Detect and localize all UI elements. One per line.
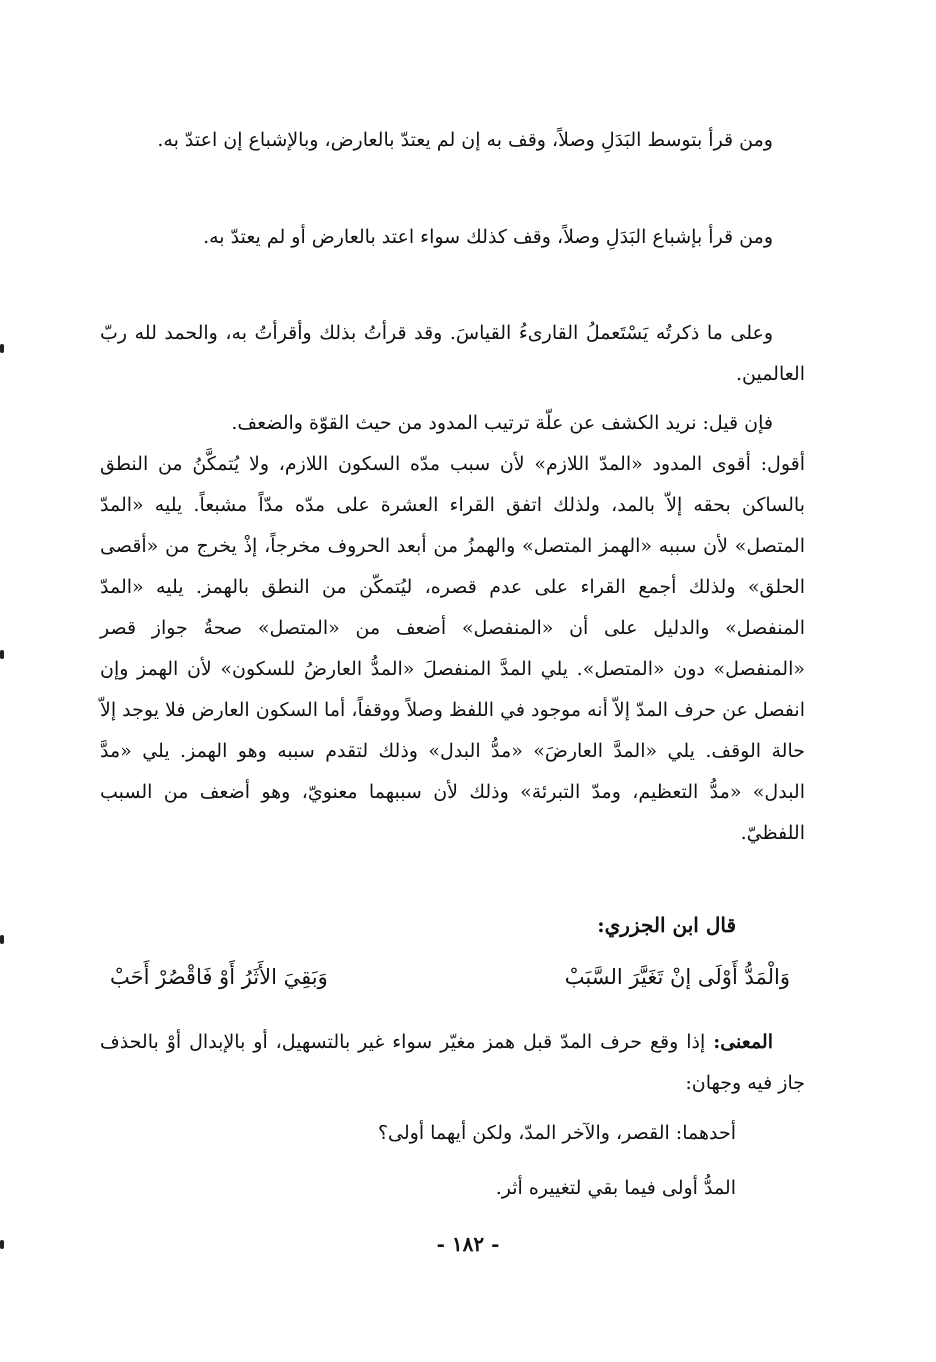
- page-number: - ١٨٢ -: [436, 1232, 500, 1256]
- verse-second-hemistich: وَبَقِيَ الأَثَرُ أَوْ فَاقْصُرْ أَحَبْ: [110, 965, 328, 989]
- scan-mark: [0, 344, 4, 353]
- scan-mark: [0, 1240, 4, 1249]
- paragraph-madd-ranking: [100, 403, 805, 854]
- paragraph-tawassut: ومن قرأ بتوسط البَدَلِ وصلاً، وقف به إن لم يعتدّ بالعارض، وبالإشباع إن اعتدّ به.: [157, 129, 773, 151]
- poem-heading: قال ابن الجزري:: [597, 913, 736, 937]
- paragraph-meaning: [100, 1022, 805, 1104]
- paragraph-ishbaa: ومن قرأ بإشباع البَدَلِ وصلاً، وقف كذلك سواء اعتد بالعارض أو لم يعتدّ به.: [203, 226, 773, 248]
- answer-text: أقول: أقوى المدود «المدّ اللازم» لأن سبب مدّه السكون اللازم، ولا يُتمكَّنُ من النطق بالساكن بحقه إلاّ بالمد، ولذلك اتفق القراء العشرة على مدّه مدّاً مشبعاً. يليه «المدّ المتصل» لأن سببه «الهمز المتصل» والهمزُ من أبعد الحروف مخرجاً، إذْ يخرج من «أقصى الحلق» ولذلك أجمع القراء على عدم قصره، ليُتمكّن من النطق بالهمز. يليه «المدّ المنفصل» والدليل على أن «المنفصل» أضعف من «المتصل» صحةُ جواز قصر «المنفصل» دون «المتصل». يلي المدَّ المنفصلَ «المدُّ العارضُ للسكون» لأن الهمز وإن انفصل عن حرف المدّ إلاّ أنه موجود في اللفظ وصلاً ووقفاً، أما السكون العارض فلا يوجد إلاّ حالة الوقف. يلي «المدَّ العارضَ» «مدُّ البدل» وذلك لتقدم سببه وهو الهمز. يلي «مدَّ البدل» «مدُّ التعظيم، ومدّ التبرئة» وذلك لأن سببهما معنويّ، وهو أضعف من السبب اللفظيّ.: [100, 453, 805, 844]
- list-item-second: المدُّ أولى فيما بقي لتغييره أثر.: [495, 1177, 736, 1199]
- scan-mark: [0, 650, 4, 659]
- paragraph-qiyas: وعلى ما ذكرتُه يَسْتَعملُ القارىءُ القياسَ. وقد قرأتُ بذلك وأقرأتُ به، والحمد لله ربّ العالمين.: [100, 322, 805, 385]
- question-line: فإن قيل: نريد الكشف عن علّة ترتيب المدود من حيث القوّة والضعف.: [231, 412, 773, 434]
- list-item-first: أحدهما: القصر، والآخر المدّ، ولكن أيهما أولى؟: [377, 1122, 736, 1144]
- verse-first-hemistich: وَالْمَدُّ أَوْلَى إنْ تَغَيَّرَ السَّبَبْ: [564, 965, 790, 989]
- meaning-text: إذا وقع حرف المدّ قبل همز مغيّر سواء غير بالتسهيل، أو بالإبدال أوْ بالحذف جاز فيه وجهان:: [100, 1031, 805, 1094]
- scan-mark: [0, 935, 4, 944]
- meaning-label: المعنى:: [713, 1031, 774, 1053]
- poem-verse: [110, 955, 790, 999]
